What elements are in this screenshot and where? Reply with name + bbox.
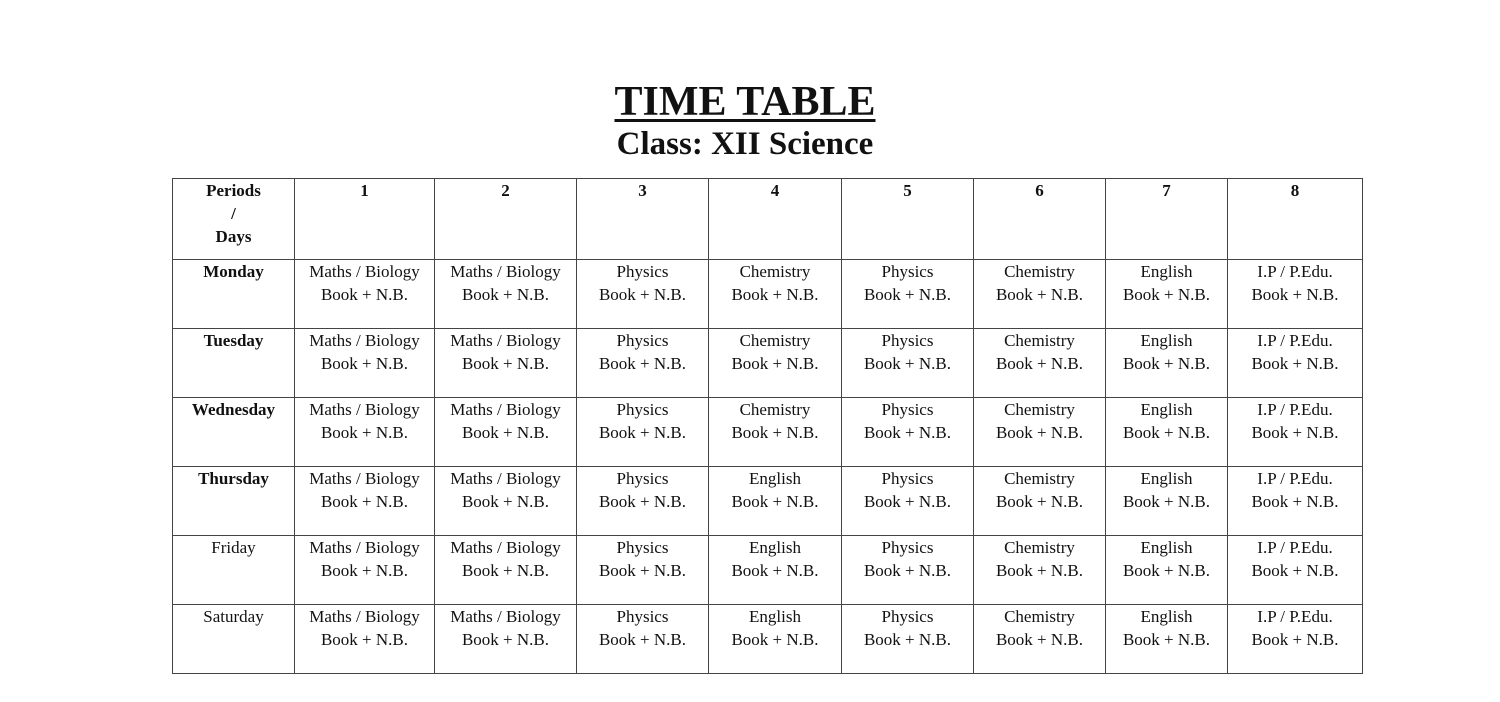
subject-materials: Book + N.B. bbox=[320, 630, 409, 649]
subject-name: Maths / Biology bbox=[309, 538, 420, 557]
subject-cell bbox=[974, 605, 1106, 674]
subject-materials: Book + N.B. bbox=[320, 561, 409, 580]
subject-materials: Book + N.B. bbox=[731, 492, 819, 511]
subject-name: English bbox=[1140, 331, 1193, 350]
subject-name: Chemistry bbox=[1004, 262, 1075, 281]
subject-name: English bbox=[749, 538, 801, 557]
subject-name: English bbox=[749, 607, 801, 626]
subject-cell bbox=[577, 329, 709, 398]
subject-name: I.P / P.Edu. bbox=[1257, 262, 1333, 281]
subject-materials: Book + N.B. bbox=[1122, 561, 1211, 580]
subject-materials: Book + N.B. bbox=[598, 492, 687, 511]
subject-materials: Book + N.B. bbox=[731, 423, 819, 442]
subject-name: Physics bbox=[881, 469, 934, 488]
subject-materials: Book + N.B. bbox=[320, 354, 409, 373]
subject-materials: Book + N.B. bbox=[461, 354, 550, 373]
period-header: 3 bbox=[577, 179, 709, 260]
subject-name: English bbox=[1140, 607, 1193, 626]
subject-cell bbox=[1228, 260, 1363, 329]
subject-materials: Book + N.B. bbox=[1251, 630, 1339, 649]
subject-materials: Book + N.B. bbox=[461, 561, 550, 580]
subject-name: English bbox=[1140, 262, 1193, 281]
subject-cell bbox=[1228, 536, 1363, 605]
subject-cell bbox=[295, 329, 435, 398]
subject-cell bbox=[709, 467, 842, 536]
subject-name: Physics bbox=[881, 262, 934, 281]
subject-name: English bbox=[749, 469, 801, 488]
subject-materials: Book + N.B. bbox=[863, 630, 952, 649]
subject-name: Physics bbox=[881, 538, 934, 557]
subject-name: English bbox=[1140, 400, 1193, 419]
subject-cell bbox=[435, 605, 577, 674]
subject-materials: Book + N.B. bbox=[1251, 423, 1339, 442]
subject-materials: Book + N.B. bbox=[320, 285, 409, 304]
table-row bbox=[173, 398, 1363, 467]
subject-materials: Book + N.B. bbox=[863, 492, 952, 511]
subject-materials: Book + N.B. bbox=[1122, 285, 1211, 304]
corner-header bbox=[173, 179, 295, 260]
subject-cell bbox=[1106, 536, 1228, 605]
subject-materials: Book + N.B. bbox=[598, 423, 687, 442]
subject-name: Chemistry bbox=[739, 262, 811, 281]
period-header: 1 bbox=[295, 179, 435, 260]
table-row bbox=[173, 260, 1363, 329]
subject-name: I.P / P.Edu. bbox=[1257, 331, 1333, 350]
subject-cell bbox=[842, 398, 974, 467]
subject-materials: Book + N.B. bbox=[1251, 354, 1339, 373]
subject-materials: Book + N.B. bbox=[1122, 492, 1211, 511]
period-header: 4 bbox=[709, 179, 842, 260]
subject-name: Physics bbox=[616, 538, 669, 557]
subject-cell bbox=[709, 605, 842, 674]
day-label: Friday bbox=[173, 536, 295, 605]
subject-materials: Book + N.B. bbox=[461, 423, 550, 442]
subject-cell bbox=[1106, 398, 1228, 467]
day-label: Tuesday bbox=[173, 329, 295, 398]
corner-slash: / bbox=[231, 204, 236, 223]
subject-cell bbox=[577, 398, 709, 467]
subject-cell bbox=[1106, 467, 1228, 536]
subject-cell bbox=[709, 260, 842, 329]
subject-cell bbox=[1228, 398, 1363, 467]
subject-materials: Book + N.B. bbox=[598, 630, 687, 649]
subject-materials: Book + N.B. bbox=[731, 285, 819, 304]
period-header: 2 bbox=[435, 179, 577, 260]
subject-cell bbox=[435, 398, 577, 467]
subject-cell bbox=[577, 536, 709, 605]
subject-materials: Book + N.B. bbox=[1122, 354, 1211, 373]
subject-name: Maths / Biology bbox=[309, 262, 420, 281]
table-row bbox=[173, 536, 1363, 605]
subject-name: Chemistry bbox=[1004, 538, 1075, 557]
subject-name: Physics bbox=[616, 400, 669, 419]
subject-materials: Book + N.B. bbox=[1122, 630, 1211, 649]
subject-materials: Book + N.B. bbox=[863, 561, 952, 580]
subject-cell bbox=[974, 467, 1106, 536]
subject-name: Physics bbox=[881, 607, 934, 626]
table-row bbox=[173, 605, 1363, 674]
subject-materials: Book + N.B. bbox=[863, 354, 952, 373]
subject-name: Maths / Biology bbox=[450, 469, 561, 488]
subject-materials: Book + N.B. bbox=[731, 354, 819, 373]
period-header: 7 bbox=[1106, 179, 1228, 260]
corner-periods: Periods bbox=[206, 181, 261, 200]
subject-cell bbox=[709, 329, 842, 398]
subject-materials: Book + N.B. bbox=[995, 354, 1084, 373]
timetable bbox=[172, 178, 1363, 674]
subject-name: Maths / Biology bbox=[450, 607, 561, 626]
class-subtitle: Class: XII Science bbox=[616, 126, 874, 162]
period-header: 8 bbox=[1228, 179, 1363, 260]
subject-cell bbox=[842, 605, 974, 674]
subject-materials: Book + N.B. bbox=[995, 561, 1084, 580]
subject-name: Chemistry bbox=[1004, 607, 1075, 626]
period-header: 5 bbox=[842, 179, 974, 260]
subject-name: Physics bbox=[616, 469, 669, 488]
day-label: Saturday bbox=[173, 605, 295, 674]
subject-cell bbox=[435, 260, 577, 329]
subject-name: Maths / Biology bbox=[450, 538, 561, 557]
table-row bbox=[173, 467, 1363, 536]
subject-materials: Book + N.B. bbox=[598, 285, 687, 304]
subject-name: Chemistry bbox=[739, 400, 811, 419]
subject-cell bbox=[1106, 260, 1228, 329]
subject-cell bbox=[974, 536, 1106, 605]
subject-materials: Book + N.B. bbox=[731, 561, 819, 580]
subject-materials: Book + N.B. bbox=[995, 285, 1084, 304]
subject-cell bbox=[1228, 467, 1363, 536]
subject-cell bbox=[974, 329, 1106, 398]
subject-materials: Book + N.B. bbox=[995, 423, 1084, 442]
subject-name: Chemistry bbox=[1004, 400, 1075, 419]
subject-cell bbox=[974, 398, 1106, 467]
subject-name: English bbox=[1140, 469, 1193, 488]
subject-materials: Book + N.B. bbox=[863, 423, 952, 442]
subject-cell bbox=[1228, 605, 1363, 674]
day-label: Wednesday bbox=[173, 398, 295, 467]
subject-name: I.P / P.Edu. bbox=[1257, 607, 1333, 626]
subject-cell bbox=[577, 260, 709, 329]
timetable-body bbox=[173, 260, 1363, 674]
subject-materials: Book + N.B. bbox=[598, 354, 687, 373]
subject-cell bbox=[1228, 329, 1363, 398]
subject-cell bbox=[577, 467, 709, 536]
subject-cell bbox=[709, 398, 842, 467]
subject-name: Physics bbox=[616, 331, 669, 350]
subject-materials: Book + N.B. bbox=[995, 630, 1084, 649]
subject-materials: Book + N.B. bbox=[461, 492, 550, 511]
subject-cell bbox=[1106, 605, 1228, 674]
subject-cell bbox=[577, 605, 709, 674]
subject-materials: Book + N.B. bbox=[320, 492, 409, 511]
subject-cell bbox=[842, 467, 974, 536]
subject-materials: Book + N.B. bbox=[320, 423, 409, 442]
subject-name: English bbox=[1140, 538, 1193, 557]
table-row bbox=[173, 329, 1363, 398]
subject-name: Physics bbox=[616, 607, 669, 626]
subject-name: Physics bbox=[881, 331, 934, 350]
subject-cell bbox=[295, 467, 435, 536]
subject-name: Maths / Biology bbox=[309, 469, 420, 488]
subject-cell bbox=[295, 260, 435, 329]
subject-name: Maths / Biology bbox=[309, 400, 420, 419]
subject-cell bbox=[974, 260, 1106, 329]
subject-name: I.P / P.Edu. bbox=[1257, 538, 1333, 557]
subject-name: Physics bbox=[616, 262, 669, 281]
subject-cell bbox=[295, 536, 435, 605]
subject-materials: Book + N.B. bbox=[995, 492, 1084, 511]
subject-name: Physics bbox=[881, 400, 934, 419]
subject-name: Chemistry bbox=[1004, 469, 1075, 488]
subject-name: I.P / P.Edu. bbox=[1257, 400, 1333, 419]
subject-materials: Book + N.B. bbox=[598, 561, 687, 580]
subject-name: Maths / Biology bbox=[450, 400, 561, 419]
subject-materials: Book + N.B. bbox=[1251, 285, 1339, 304]
corner-days: Days bbox=[215, 227, 252, 246]
subject-cell bbox=[842, 536, 974, 605]
subject-name: Chemistry bbox=[739, 331, 811, 350]
subject-materials: Book + N.B. bbox=[731, 630, 819, 649]
subject-name: Chemistry bbox=[1004, 331, 1075, 350]
subject-cell bbox=[295, 398, 435, 467]
subject-cell bbox=[842, 329, 974, 398]
page-title bbox=[0, 78, 1490, 126]
subject-cell bbox=[435, 467, 577, 536]
subject-cell bbox=[709, 536, 842, 605]
day-label: Monday bbox=[173, 260, 295, 329]
day-label: Thursday bbox=[173, 467, 295, 536]
subject-name: Maths / Biology bbox=[450, 262, 561, 281]
subject-cell bbox=[435, 329, 577, 398]
subject-materials: Book + N.B. bbox=[461, 285, 550, 304]
subject-materials: Book + N.B. bbox=[1251, 492, 1339, 511]
subject-cell bbox=[842, 260, 974, 329]
subject-name: Maths / Biology bbox=[309, 331, 420, 350]
subject-name: Maths / Biology bbox=[309, 607, 420, 626]
subject-materials: Book + N.B. bbox=[461, 630, 550, 649]
subject-materials: Book + N.B. bbox=[863, 285, 952, 304]
subject-cell bbox=[295, 605, 435, 674]
subject-cell bbox=[1106, 329, 1228, 398]
subject-name: I.P / P.Edu. bbox=[1257, 469, 1333, 488]
subject-materials: Book + N.B. bbox=[1251, 561, 1339, 580]
header-row bbox=[173, 179, 1363, 260]
page-title-text: TIME TABLE bbox=[614, 79, 876, 125]
subject-cell bbox=[435, 536, 577, 605]
period-header: 6 bbox=[974, 179, 1106, 260]
subject-materials: Book + N.B. bbox=[1122, 423, 1211, 442]
subject-name: Maths / Biology bbox=[450, 331, 561, 350]
